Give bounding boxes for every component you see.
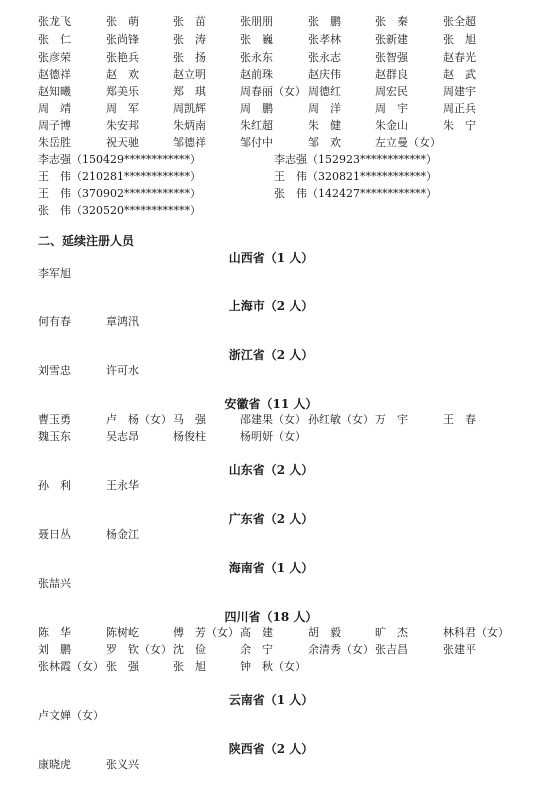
person-name: 周 宇	[375, 102, 408, 115]
person-name-with-id: 李志强（152923************）	[274, 153, 437, 166]
person-name: 郑 琪	[173, 85, 206, 98]
person-name: 张吉昌	[375, 643, 408, 656]
person-name: 王 春	[443, 413, 476, 426]
person-name: 旷 杰	[375, 626, 408, 639]
person-name: 罗 钦（女）	[106, 643, 172, 656]
person-name: 赵春光	[443, 51, 476, 64]
person-name: 章鸿汛	[106, 315, 139, 328]
person-name: 聂日丛	[38, 528, 71, 541]
person-name: 张 涛	[173, 33, 206, 46]
province-heading: 山西省（1 人）	[228, 251, 314, 265]
person-name: 张喆兴	[38, 577, 71, 590]
person-name: 杨金江	[106, 528, 139, 541]
person-name: 张林霞（女）	[38, 660, 104, 673]
person-name: 赵 武	[443, 68, 476, 81]
person-name: 朱岳胜	[38, 136, 71, 149]
person-name: 张智强	[375, 51, 408, 64]
province-heading: 陕西省（2 人）	[228, 742, 314, 756]
person-name: 林科君（女）	[443, 626, 509, 639]
person-name: 张 苗	[173, 15, 206, 28]
person-name: 张 扬	[173, 51, 206, 64]
person-name: 周建宇	[443, 85, 476, 98]
person-name: 朱炳南	[173, 119, 206, 132]
person-name: 赵群良	[375, 68, 408, 81]
person-name: 李军旭	[38, 267, 71, 280]
person-name: 张 巍	[240, 33, 273, 46]
province-heading: 云南省（1 人）	[228, 693, 314, 707]
person-name: 赵 欢	[106, 68, 139, 81]
person-name: 杨俊柱	[173, 430, 206, 443]
person-name: 赵知曦	[38, 85, 71, 98]
person-name: 张 旭	[173, 660, 206, 673]
person-name: 朱安邦	[106, 119, 139, 132]
person-name: 朱红超	[240, 119, 273, 132]
person-name: 孙 利	[38, 479, 71, 492]
person-name: 张全超	[443, 15, 476, 28]
person-name: 张孝林	[308, 33, 341, 46]
person-name-with-id: 王 伟（210281************）	[38, 170, 201, 183]
person-name: 许可水	[106, 364, 139, 377]
province-heading: 广东省（2 人）	[228, 512, 314, 526]
province-heading: 海南省（1 人）	[228, 561, 314, 575]
person-name: 张艳兵	[106, 51, 139, 64]
province-heading: 四川省（18 人）	[224, 610, 318, 624]
person-name: 张 旭	[443, 33, 476, 46]
person-name: 沈 俭	[173, 643, 206, 656]
person-name: 周 洋	[308, 102, 341, 115]
province-heading: 安徽省（11 人）	[224, 397, 318, 411]
person-name: 祝天驰	[106, 136, 139, 149]
person-name: 傅 芳（女）	[173, 626, 239, 639]
person-name: 陈树屹	[106, 626, 139, 639]
person-name: 张朋朋	[240, 15, 273, 28]
person-name: 刘雪忠	[38, 364, 71, 377]
person-name: 余清秀（女）	[308, 643, 374, 656]
person-name: 周春丽（女）	[240, 85, 306, 98]
person-name: 周凯辉	[173, 102, 206, 115]
person-name-with-id: 张 伟（142427************）	[274, 187, 437, 200]
person-name: 卢文婵（女）	[38, 709, 104, 722]
person-name: 张尚锋	[106, 33, 139, 46]
person-name: 朱 宁	[443, 119, 476, 132]
person-name: 胡 毅	[308, 626, 341, 639]
person-name: 周宏民	[375, 85, 408, 98]
person-name: 赵德祥	[38, 68, 71, 81]
person-name: 杨明妍（女）	[240, 430, 306, 443]
person-name: 张 强	[106, 660, 139, 673]
person-name-with-id: 王 伟（370902************）	[38, 187, 201, 200]
person-name: 孙红敏（女）	[308, 413, 374, 426]
person-name: 周 军	[106, 102, 139, 115]
person-name: 张新建	[375, 33, 408, 46]
person-name: 高 建	[240, 626, 273, 639]
person-name: 周子博	[38, 119, 71, 132]
person-name: 万 宇	[375, 413, 408, 426]
person-name-with-id: 李志强（150429************）	[38, 153, 201, 166]
person-name: 郑美乐	[106, 85, 139, 98]
person-name: 张永志	[308, 51, 341, 64]
person-name: 周 鹏	[240, 102, 273, 115]
person-name: 余 宁	[240, 643, 273, 656]
province-heading: 上海市（2 人）	[228, 299, 314, 313]
person-name: 钟 秋（女）	[240, 660, 306, 673]
person-name: 魏玉东	[38, 430, 71, 443]
person-name: 朱金山	[375, 119, 408, 132]
person-name: 张龙飞	[38, 15, 71, 28]
person-name: 邹 欢	[308, 136, 341, 149]
province-heading: 浙江省（2 人）	[228, 348, 314, 362]
person-name: 张建平	[443, 643, 476, 656]
person-name: 吴志昂	[106, 430, 139, 443]
person-name: 卢 杨（女）	[106, 413, 172, 426]
province-heading: 山东省（2 人）	[228, 463, 314, 477]
person-name: 赵前珠	[240, 68, 273, 81]
person-name: 邹德祥	[173, 136, 206, 149]
person-name: 邵建果（女）	[240, 413, 306, 426]
person-name: 张 鹏	[308, 15, 341, 28]
person-name: 张 秦	[375, 15, 408, 28]
person-name: 周德红	[308, 85, 341, 98]
person-name: 陈 华	[38, 626, 71, 639]
person-name: 曹玉勇	[38, 413, 71, 426]
person-name: 左立曼（女）	[375, 136, 441, 149]
person-name: 刘 鹏	[38, 643, 71, 656]
person-name: 马 强	[173, 413, 206, 426]
person-name: 张 仁	[38, 33, 71, 46]
person-name: 张 萌	[106, 15, 139, 28]
person-name: 朱 健	[308, 119, 341, 132]
person-name: 王永华	[106, 479, 139, 492]
section-heading: 二、延续注册人员	[38, 234, 135, 248]
person-name: 周正兵	[443, 102, 476, 115]
person-name: 张彦荣	[38, 51, 71, 64]
person-name: 邹付中	[240, 136, 273, 149]
person-name: 康晓虎	[38, 758, 71, 771]
person-name: 赵庆伟	[308, 68, 341, 81]
person-name: 张永东	[240, 51, 273, 64]
person-name: 张义兴	[106, 758, 139, 771]
person-name: 周 靖	[38, 102, 71, 115]
person-name: 何有春	[38, 315, 71, 328]
person-name: 赵立明	[173, 68, 206, 81]
person-name-with-id: 王 伟（320821************）	[274, 170, 437, 183]
person-name-with-id: 张 伟（320520************）	[38, 204, 201, 217]
